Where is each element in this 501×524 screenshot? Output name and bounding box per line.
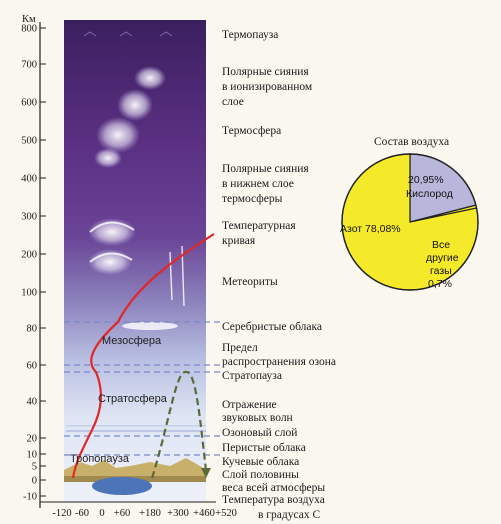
altitude-ticks <box>21 24 46 503</box>
oxygen-label: Кислород <box>406 188 453 200</box>
temperature-tick-label: +520 <box>215 508 237 519</box>
temp-curve-line1: Температурная <box>222 220 296 232</box>
ocean <box>92 477 152 495</box>
altitude-tick-label: 400 <box>21 173 37 185</box>
tropopause-label: Тропопауза <box>70 453 130 465</box>
aurora-ionized-line2: в ионизированном <box>222 81 313 93</box>
sound-line1: Отражение <box>222 399 277 411</box>
cumulus-label: Кучевые облака <box>222 456 300 468</box>
altitude-tick-label: 200 <box>21 249 37 261</box>
temperature-tick-label: -120 <box>52 508 72 519</box>
altitude-tick-label: -10 <box>23 491 37 503</box>
ozone-limit-line2: распространения озона <box>222 356 336 368</box>
altitude-tick-label: 20 <box>26 433 37 445</box>
half-mass-line1: Слой половины <box>222 469 299 481</box>
altitude-tick-label: 10 <box>26 449 37 461</box>
thermosphere-label: Термосфера <box>222 125 282 137</box>
aurora-lower-line2: в нижнем слое <box>222 178 294 190</box>
ozone-limit-line1: Предел <box>222 342 258 354</box>
altitude-tick-label: 300 <box>21 211 37 223</box>
stratosphere-label: Стратосфера <box>98 393 167 405</box>
altitude-tick-label: 5 <box>31 461 37 473</box>
other-line3: газы <box>430 265 452 277</box>
other-line1: Все <box>432 239 451 251</box>
temperature-tick-label: +180 <box>139 508 161 519</box>
temp-unit-caption: в градусах С <box>258 509 321 521</box>
temperature-tick-label: +60 <box>113 508 131 519</box>
altitude-unit: Км <box>22 14 36 25</box>
aurora-ionized-line3: слое <box>222 96 244 108</box>
noctilucent-label: Серебристые облака <box>222 321 323 333</box>
temp-curve-line2: кривая <box>222 235 256 247</box>
altitude-tick-label: 500 <box>21 135 37 147</box>
altitude-tick-label: 600 <box>21 97 37 109</box>
aurora-lower-line3: термосферы <box>222 193 283 205</box>
nitrogen-label: Азот 78,08% <box>340 223 401 235</box>
ozone-layer-label: Озоновый слой <box>222 427 298 439</box>
temperature-tick-label: -60 <box>75 508 89 519</box>
meteors-label: Метеориты <box>222 276 278 288</box>
other-line4: 0,7% <box>428 278 452 290</box>
aurora-lower-line1: Полярные сияния <box>222 163 309 175</box>
temperature-axis <box>40 502 237 519</box>
altitude-tick-label: 80 <box>26 323 37 335</box>
air-temp-line1: Температура воздуха <box>222 494 325 506</box>
cirrus-label: Перистые облака <box>222 442 306 454</box>
temperature-ticks <box>52 508 236 519</box>
air-composition-chart <box>340 136 478 290</box>
layer-annotations <box>222 29 336 521</box>
aurora-ionized-line1: Полярные сияния <box>222 66 309 78</box>
mesosphere-label: Мезосфера <box>102 335 162 347</box>
oxygen-pct-label: 20,95% <box>408 174 444 186</box>
temperature-tick-label: +300 <box>167 508 189 519</box>
temperature-tick-label: 0 <box>99 508 105 519</box>
altitude-tick-label: 0 <box>31 475 37 487</box>
altitude-tick-label: 60 <box>26 360 37 372</box>
altitude-tick-label: 100 <box>21 287 37 299</box>
half-mass-line2: веса всей атмосферы <box>222 482 326 494</box>
altitude-tick-label: 40 <box>26 396 37 408</box>
sound-line2: звуковых волн <box>222 412 293 424</box>
thermopause-label: Термопауза <box>222 29 279 41</box>
noctilucent-cloud <box>122 322 178 330</box>
pie-title: Состав воздуха <box>374 136 450 148</box>
other-line2: другие <box>426 252 459 264</box>
altitude-tick-label: 700 <box>21 59 37 71</box>
altitude-axis <box>21 14 46 508</box>
stratopause-label: Стратопауза <box>222 370 282 382</box>
temperature-tick-label: +460 <box>193 508 215 519</box>
altitude-tick-label: 800 <box>21 23 37 35</box>
